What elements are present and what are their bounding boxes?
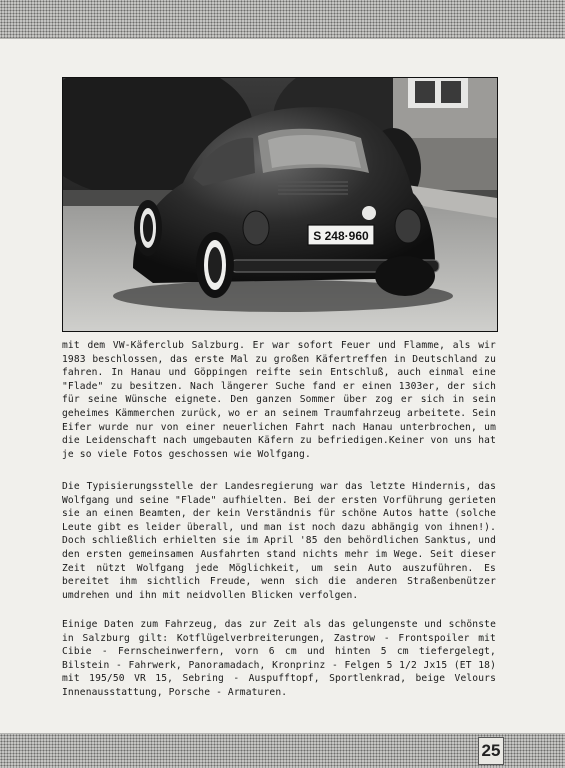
article-paragraph-2: Die Typisierungsstelle der Landesregierung war das letzte Hindernis, das Wolfgang und seine "Flade" aufhielten. Bei der ersten Vorführung gerieten sie an einen Beamten, der kein Verständnis für schöne Autos hatte (solche Leute gibt es leider überall, und man ist noch dazu abhängig von ihnen!). Doch schließlich erhielten sie im April '85 den behördlichen Sanktus, und den ersten gemeinsamen Ausfahrten stand nichts mehr im Wege. Seit dieser Zeit nützt Wolfgang jede Möglichkeit, um sein Auto auszuführen. Es bereitet ihm sichtlich Freude, wenn sich die anderen Straßenbenützer umdrehen und ihn mit neidvollen Blicken verfolgen. [62, 481, 496, 601]
photo-illustration [63, 78, 497, 331]
vw-beetle-photo [62, 77, 498, 332]
article-paragraph-3: Einige Daten zum Fahrzeug, das zur Zeit als das gelungenste und schönste in Salzburg gilt: Kotflügelverbreiterungen, Zastrow - Frontspoiler mit Cibie - Fernscheinwerfern, vorn 6 cm und hinten 5 cm tiefergelegt, Bilstein - Fahrwerk, Panoramadach, Kronprinz - Felgen 5 1/2 Jx15 (ET 18) mit 195/50 VR 15, Sebring - Auspufftopf, Sportlenkrad, beige Velours Innenausstattung, Porsche - Armaturen. [62, 619, 496, 698]
article-paragraph-1: mit dem VW-Käferclub Salzburg. Er war sofort Feuer und Flamme, als wir 1983 beschlossen, das erste Mal zu großen Käfertreffen in Deutschland zu fahren. In Hanau und Göppingen reifte sein Entschluß, auch einmal eine "Flade" zu besitzen. Nach längerer Suche fand er einen 1303er, der sich für seine Wünsche eignete. Den ganzen Sommer über zog er sich in sein geheimes Kämmerchen zurück, wo er an seinem Traumfahrzeug arbeitete. Sein Eifer wurde nur von einer neuerlichen Fahrt nach Hanau unterbrochen, um die Leidenschaft nach umgebauten Käfern zu befriedigen.Keiner von uns hat je so viele Fotos geschossen wie Wolfgang. [62, 340, 496, 460]
license-plate-text: S 248·960 [313, 229, 369, 243]
page-number: 25 [478, 737, 504, 765]
top-halftone-band [0, 0, 565, 39]
